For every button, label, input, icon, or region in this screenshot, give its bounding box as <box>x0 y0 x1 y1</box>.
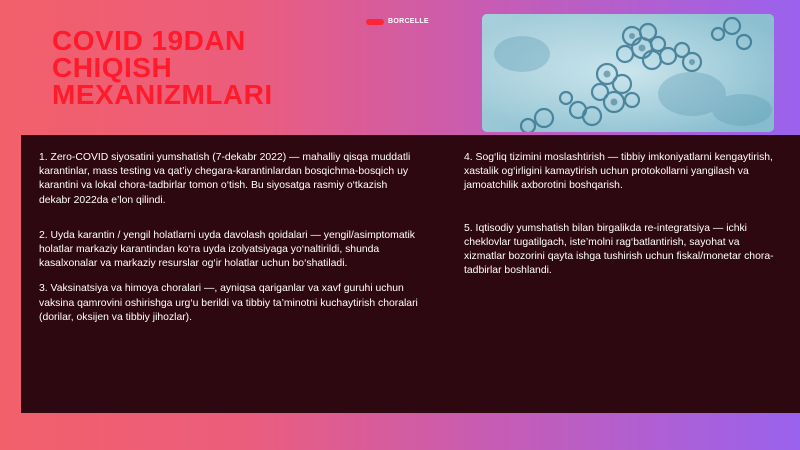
slide-title: COVID 19DAN CHIQISH MEXANIZMLARI <box>52 25 273 110</box>
list-item-4: 4. Sog‘liq tizimini moslashtirish — tibbiy imkoniyatlarni kengaytirish, xastalik og‘irligini kamaytirish uchun protokollarni yangilash va jamoatchilik axborotini boshqarish. <box>464 152 773 192</box>
content-panel <box>21 135 800 413</box>
virus-microscope-icon <box>482 14 774 132</box>
left-column <box>39 151 421 325</box>
brand-name: BORCELLE <box>388 18 429 25</box>
brand-mark-icon <box>366 19 384 25</box>
right-column <box>464 151 774 278</box>
list-item-5: 5. Iqtisodiy yumshatish bilan birgalikda re-integratsiya — ichki cheklovlar tugatilgach, iste’molni rag‘batlantirish, sayohat va xizmatlar bozorini qayta ishga tushirish uchun fiskal/monetar chora-tadbirlar boshlandi. <box>464 222 774 277</box>
virus-photo <box>482 14 774 132</box>
list-item-3: 3. Vaksinatsiya va himoya choralari —, ayniqsa qariganlar va xavf guruhi uchun vaksina qamrovini oshirishga urg‘u berildi va tibbiy ta’minotni kuchaytirish choralari (dorilar, oksijen va tibbiy jihozlar). <box>39 283 418 323</box>
list-item-1: 1. Zero-COVID siyosatini yumshatish (7-dekabr 2022) — mahalliy qisqa muddatli karantinlar, mass testing va qat’iy chegara-karantinlardan bosqichma-bosqich uy karantini va lokal chora-tadbirlar tomon o‘tish. Bu siyosatga rasmiy o‘tkazish dekabr 2022da e’lon qilindi. <box>39 152 411 206</box>
list-item-2: 2. Uyda karantin / yengil holatlarni uyda davolash qoidalari — yengil/asimptomatik holatlar markaziy karantindan ko‘ra uyda izolyatsiyaga yo‘naltirildi, shunda kasalxonalar va markaziy resurslar og‘ir holatlar uchun bo‘shatiladi. <box>39 229 415 270</box>
brand-logo <box>366 18 429 25</box>
